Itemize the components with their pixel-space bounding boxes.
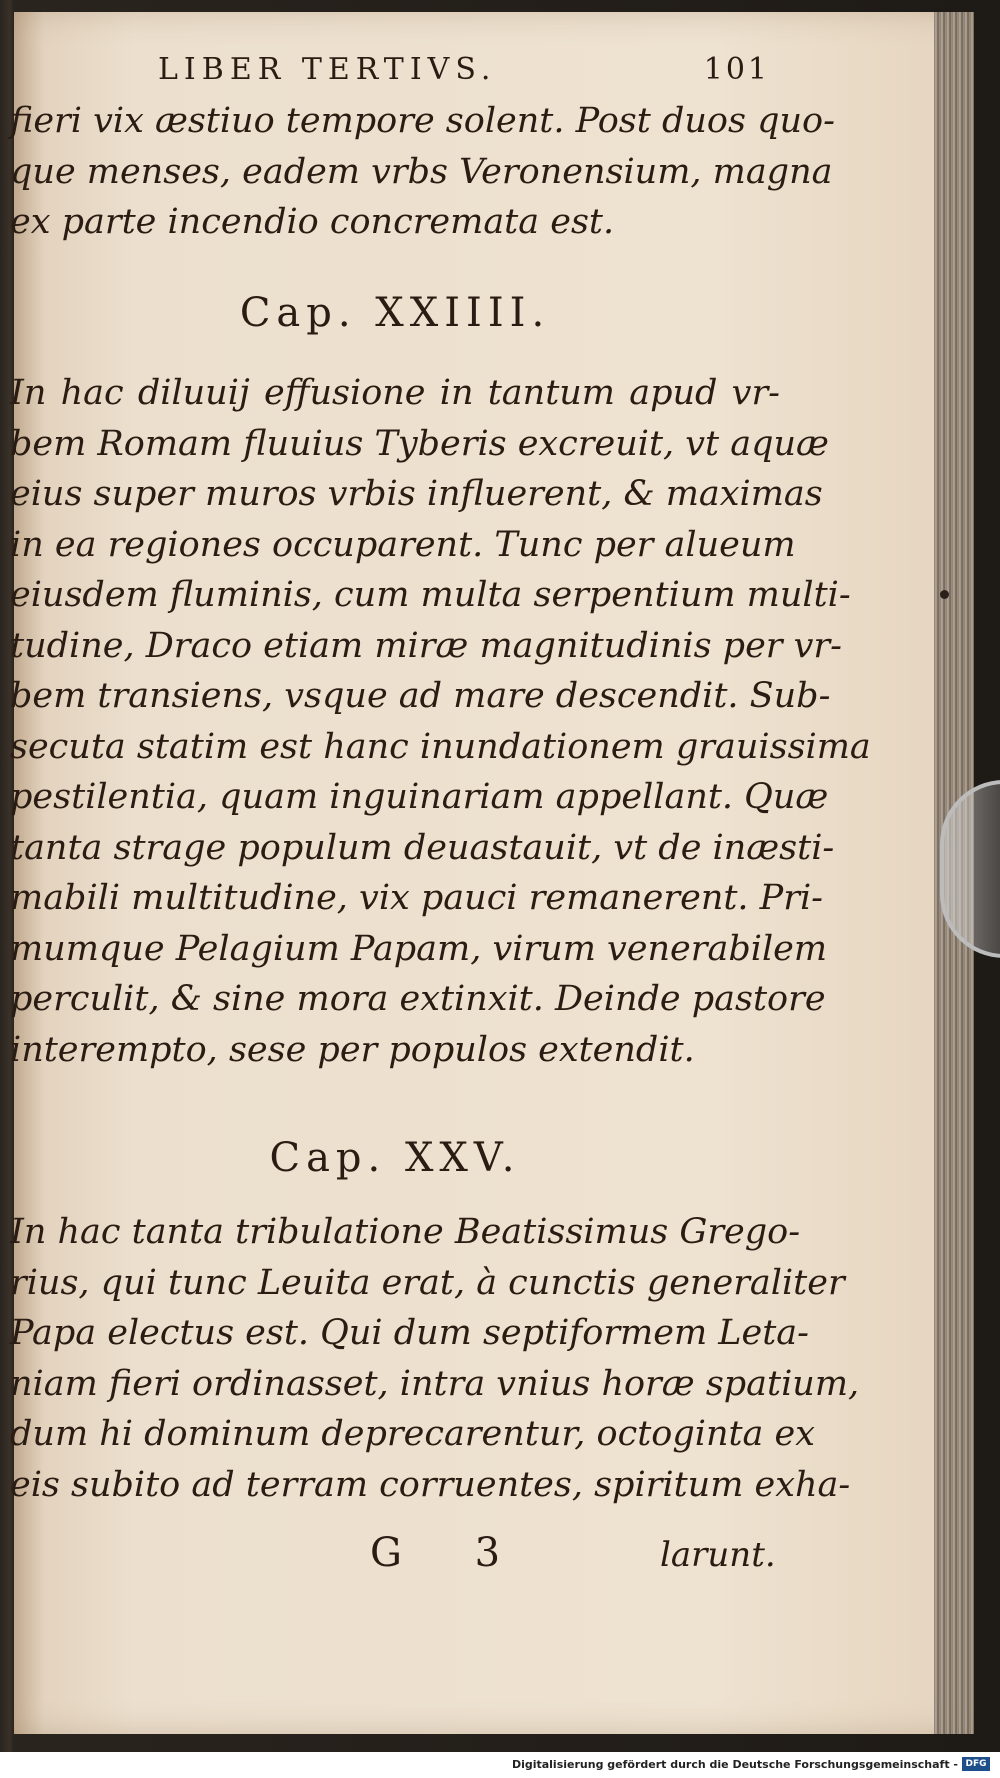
text-line: bem Romam fluuius Tyberis excreuit, vt aquæ xyxy=(10,423,829,464)
ink-spot xyxy=(940,590,949,599)
text-line: Papa electus est. Qui dum septiformem Leta- xyxy=(10,1313,809,1353)
text-line: dum hi dominum deprecarentur, octoginta ex xyxy=(10,1414,815,1454)
text-line: fieri vix æstiuo tempore solent. Post duos quo- xyxy=(10,101,835,141)
signature-mark: G 3 xyxy=(370,1530,531,1576)
text-line: mabili multitudine, vix pauci remanerent. Pri- xyxy=(10,878,823,918)
chapter-heading-24: Cap. XXIIII. xyxy=(239,290,551,336)
paragraph-2 xyxy=(10,368,871,1075)
text-line: bem transiens, vsque ad mare descendit. Sub- xyxy=(10,676,831,716)
text-line: niam fieri ordinasset, intra vnius horæ spatium, xyxy=(10,1363,860,1404)
text-line: mumque Pelagium Papam, virum venerabilem xyxy=(10,928,828,969)
text-line: eiusdem fluminis, cum multa serpentium multi- xyxy=(10,575,851,615)
folio-number: 101 xyxy=(703,52,770,87)
text-line: eis subito ad terram corruentes, spiritum exha- xyxy=(10,1464,851,1505)
text-line: que menses, eadem vrbs Veronensium, magna xyxy=(10,151,833,192)
funding-credit: Digitalisierung gefördert durch die Deutsche Forschungsgemeinschaft - xyxy=(511,1758,958,1771)
chapter-heading-25: Cap. XXV. xyxy=(269,1135,521,1181)
dfg-logo: DFG xyxy=(962,1757,990,1771)
text-line: In hac tanta tribulatione Beatissimus Grego- xyxy=(10,1212,801,1252)
text-line: secuta statim est hanc inundationem grauissima xyxy=(10,726,871,767)
paragraph-1 xyxy=(10,96,835,248)
running-head-title: LIBER TERTIVS. xyxy=(158,52,497,87)
text-line: eius super muros vrbis influerent, & maximas xyxy=(10,474,823,514)
paragraph-3 xyxy=(10,1207,860,1510)
text-line: in ea regiones occuparent. Tunc per alueum xyxy=(10,524,796,565)
text-line: ex parte incendio concremata est. xyxy=(10,202,615,242)
text-line: tanta strage populum deuastauit, vt de inæsti- xyxy=(10,827,835,868)
text-line: tudine, Draco etiam miræ magnitudinis per vr- xyxy=(10,625,842,666)
text-line: interempto, sese per populos extendit. xyxy=(10,1029,695,1070)
catchword: larunt. xyxy=(660,1535,776,1575)
text-line: In hac diluuij effusione in tantum apud vr- xyxy=(10,373,780,413)
text-line: pestilentia, quam inguinariam appellant. Quæ xyxy=(10,777,829,817)
text-line: perculit, & sine mora extinxit. Deinde pastore xyxy=(10,979,826,1019)
text-line: rius, qui tunc Leuita erat, à cunctis generaliter xyxy=(10,1262,845,1303)
running-head xyxy=(150,44,770,90)
